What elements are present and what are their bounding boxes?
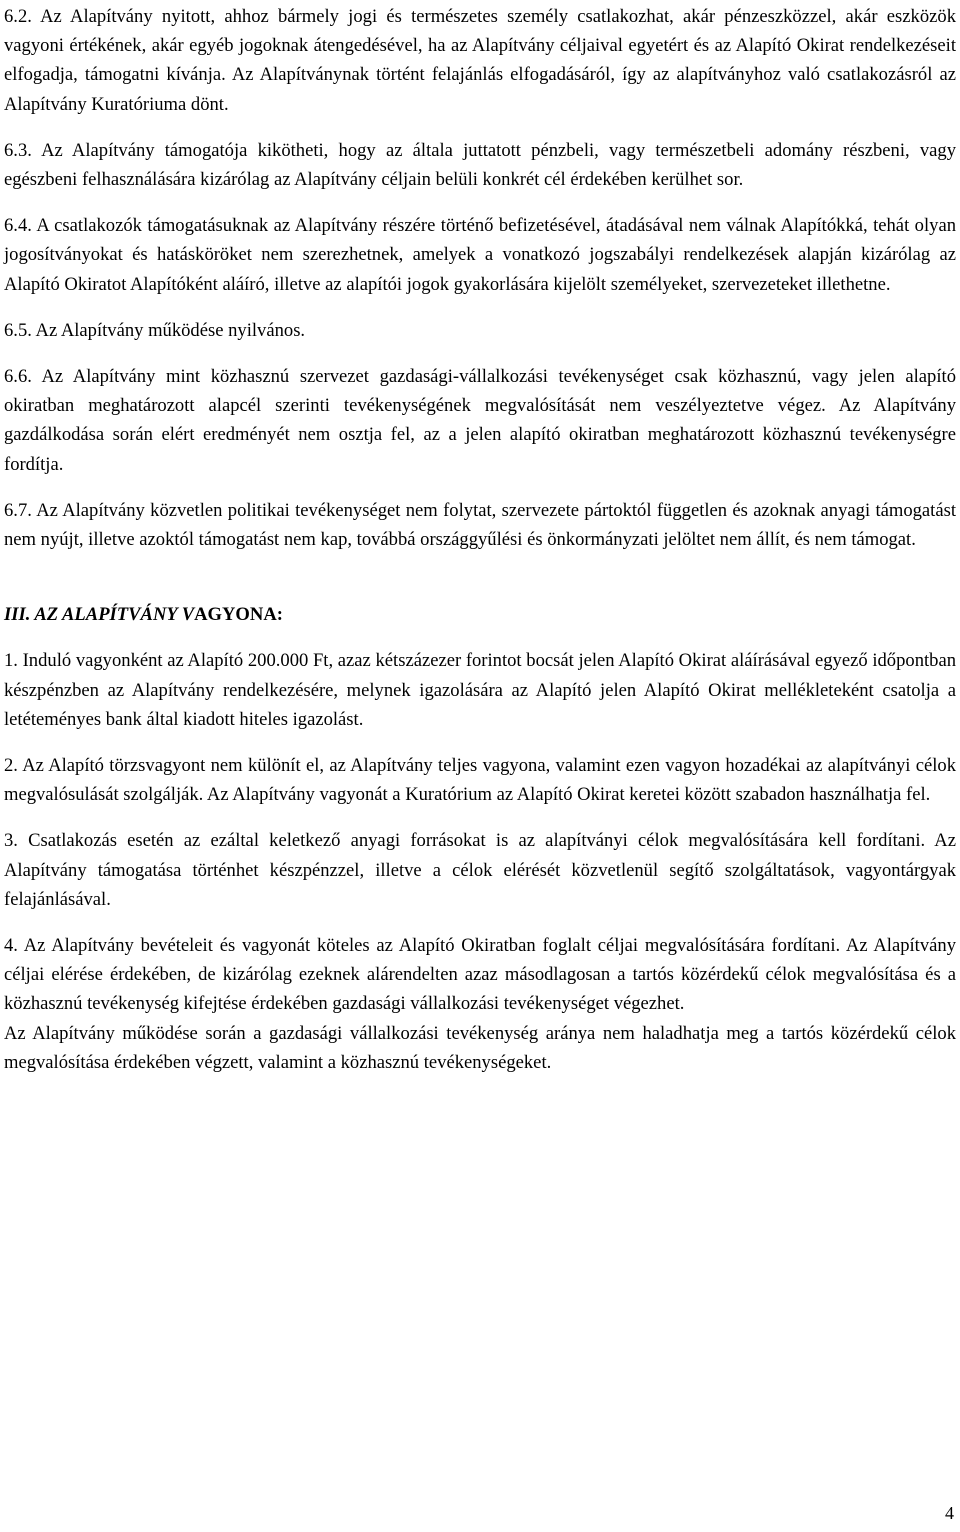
asset-paragraph-4-continued: Az Alapítvány működése során a gazdasági vállalkozási tevékenység aránya nem haladhatja meg a tartós közérdekű célok megvalósítása érdekében végzett, valamint a közhasznú tevékenységeket.: [4, 1022, 956, 1073]
paragraph-6-3: 6.3. Az Alapítvány támogatója kikötheti, hogy az általa juttatott pénzbeli, vagy természetbeli adomány részbeni, vagy egészbeni felhasználására kizárólag az Alapítvány céljain belüli konkrét cél érdekében kerülhet sor.: [4, 139, 956, 191]
paragraph-6-6: 6.6. Az Alapítvány mint közhasznú szervezet gazdasági-vállalkozási tevékenységet csak közhasznú, vagy jelen alapító okiratban meghatározott alapcél szerinti tevékenységének megvalósítását nem veszélyeztetve végez. Az Alapítvány gazdálkodása során elért eredményét nem osztja fel, az a jelen alapító okiratban meghatározott közhasznú tevékenységre fordítja.: [4, 366, 956, 475]
asset-paragraph-2: 2. Az Alapító törzsvagyont nem különít el, az Alapítvány teljes vagyona, valamint ezen vagyon hozadékai az alapítványi célok megvalósulását szolgálják. Az Alapítvány vagyonát a Kuratórium az Alapító Okirat keretei között szabadon használhatja fel.: [4, 755, 956, 806]
asset-paragraph-4: 4. Az Alapítvány bevételeit és vagyonát köteles az Alapító Okiratban foglalt céljai megvalósítására fordítani. Az Alapítvány céljai elérése érdekében, de kizárólag ezeknek alárendelten azaz másodlagosan a tartós közérdekű célok megvalósítása és a közhasznú tevékenység kifejtése érdekében gazdasági vállalkozási tevékenységet végezhet.: [4, 935, 956, 1015]
paragraph-6-7: 6.7. Az Alapítvány közvetlen politikai tevékenységet nem folytat, szervezete pártoktól független és azoknak anyagi támogatást nem nyújt, illetve azoktól támogatást nem kap, továbbá országgyűlési és önkormányzati jelöltet nem állít, és nem támogat.: [4, 499, 956, 551]
section-heading-italic: III. AZ ALAPÍTVÁNY V: [4, 604, 195, 626]
asset-paragraph-1: 1. Induló vagyonként az Alapító 200.000 Ft, azaz kétszázezer forintot bocsát jelen Alapító Okirat aláírásával egyező időpontban készpénzben az Alapítvány rendelkezésére, melynek igazolására az Alapító jelen Alapító Okirat mellékleteként csatolja a letéteményes bank által kiadott hiteles igazolást.: [4, 650, 956, 730]
paragraph-6-4: 6.4. A csatlakozók támogatásuknak az Alapítvány részére történő befizetésével, átadásával nem válnak Alapítókká, tehát olyan jogosítványokat és hatásköröket nem szerezhetnek, amelyek a vonatkozó jogszabályi rendelkezések alapján kizárólag az Alapító Okiratot Alapítóként aláíró, illetve az alapítói jogok gyakorlására kijelölt személyeket, szervezeteket illethetne.: [4, 215, 956, 295]
asset-paragraph-3: 3. Csatlakozás esetén az ezáltal keletkező anyagi forrásokat is az alapítványi célok megvalósítására kell fordítani. Az Alapítvány támogatása történhet készpénzzel, illetve a célok elérését közvetlenül segítő szolgáltatások, vagyontárgyak felajánlásával.: [4, 830, 956, 910]
page-number: 4: [945, 1503, 954, 1523]
section-heading-vagyona: [4, 600, 956, 629]
paragraph-6-5: 6.5. Az Alapítvány működése nyilvános.: [4, 319, 306, 341]
paragraph-6-2: 6.2. Az Alapítvány nyitott, ahhoz bármely jogi és természetes személy csatlakozhat, akár pénzeszközzel, akár eszközök vagyoni értékének, akár egyéb jogoknak átengedésével, ha az Alapítvány céljaival egyetért és az Alapító Okirat rendelkezéseit elfogadja, támogatni kívánja. Az Alapítványnak történt felajánlás elfogadásáról, így az alapítványhoz való csatlakozásról az Alapítvány Kuratóriuma dönt.: [4, 6, 956, 115]
document-page: [4, 0, 956, 1077]
section-heading-normal: AGYONA:: [194, 604, 283, 626]
